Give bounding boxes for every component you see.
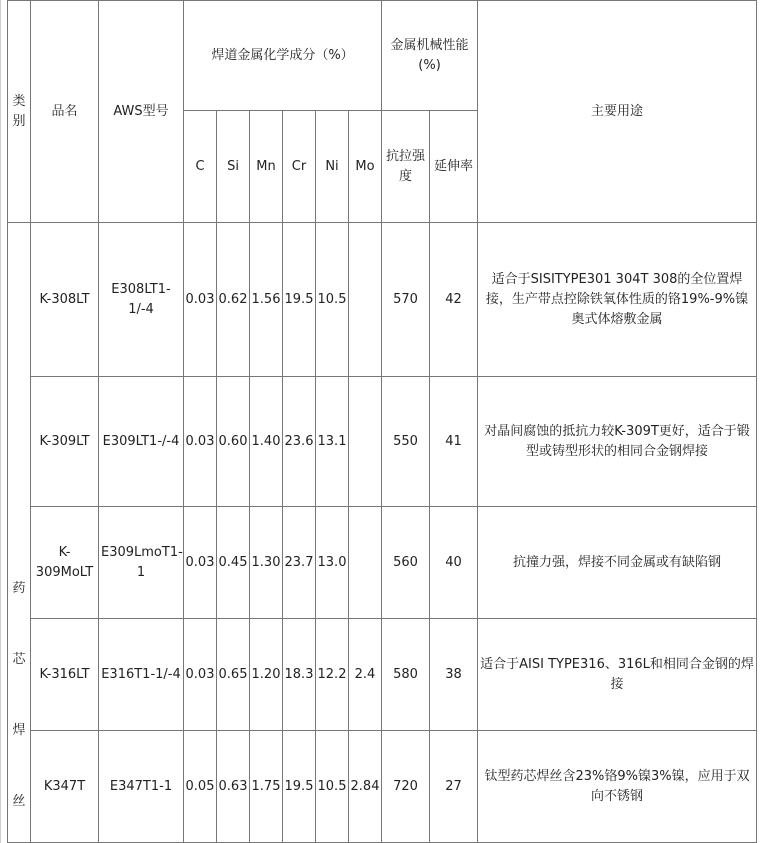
main-use-cell: 钛型药芯焊丝含23%铬9%镍3%镍，应用于双向不锈钢 [478, 731, 757, 843]
ni-cell: 12.2 [316, 619, 349, 731]
mn-cell: 1.40 [250, 377, 283, 507]
main-use-cell: 适合于AISI TYPE316、316L和相同合金钢的焊接 [478, 619, 757, 731]
col-cr-header: Cr [283, 111, 316, 223]
product-name-cell: K-308LT [31, 223, 99, 377]
elongation-cell: 38 [430, 619, 478, 731]
cr-cell: 23.7 [283, 507, 316, 619]
cr-cell: 19.5 [283, 731, 316, 843]
elongation-cell: 40 [430, 507, 478, 619]
chem-composition-header: 焊道金属化学成分（%） [184, 1, 382, 111]
mo-cell [349, 223, 382, 377]
mechanical-properties-text: 金属机械性能(%) [390, 37, 469, 73]
c-cell: 0.03 [184, 223, 217, 377]
c-cell: 0.03 [184, 507, 217, 619]
category-label: 药芯焊丝 [12, 581, 26, 809]
ni-cell: 10.5 [316, 731, 349, 843]
table-row [8, 731, 757, 843]
mechanical-properties-header [382, 1, 478, 111]
elongation-cell: 42 [430, 223, 478, 377]
category-header-text: 类别 [12, 93, 26, 129]
main-use-cell: 对晶间腐蚀的抵抗力较K-309T更好，适合于锻型或铸型形状的相同合金钢焊接 [478, 377, 757, 507]
main-use-cell: 抗撞力强，焊接不同金属或有缺陷钢 [478, 507, 757, 619]
table-row [8, 507, 757, 619]
category-cell [8, 223, 31, 843]
table-row [8, 619, 757, 731]
aws-model-cell: E309LT1-/-4 [99, 377, 184, 507]
elongation-cell: 41 [430, 377, 478, 507]
c-cell: 0.03 [184, 377, 217, 507]
tensile-cell: 570 [382, 223, 430, 377]
cr-cell: 23.6 [283, 377, 316, 507]
si-cell: 0.45 [217, 507, 250, 619]
c-cell: 0.03 [184, 619, 217, 731]
elongation-header: 延伸率 [430, 111, 478, 223]
product-name-cell: K-316LT [31, 619, 99, 731]
tensile-cell: 580 [382, 619, 430, 731]
si-cell: 0.65 [217, 619, 250, 731]
cr-cell: 19.5 [283, 223, 316, 377]
col-c-header: C [184, 111, 217, 223]
mn-cell: 1.56 [250, 223, 283, 377]
mo-cell [349, 507, 382, 619]
product-name-cell: K-309LT [31, 377, 99, 507]
main-use-header: 主要用途 [478, 1, 757, 223]
product-name-header: 品名 [31, 1, 99, 223]
aws-model-cell: E308LT1-1/-4 [99, 223, 184, 377]
category-header [8, 1, 31, 223]
table-row [8, 377, 757, 507]
mo-cell [349, 377, 382, 507]
col-si-header: Si [217, 111, 250, 223]
table-row [8, 223, 757, 377]
elongation-cell: 27 [430, 731, 478, 843]
main-use-cell: 适合于SISITYPE301 304T 308的全位置焊接，生产带点控除铁氧体性质的铬19%-9%镍奥式体熔敷金属 [478, 223, 757, 377]
header-row-top [8, 1, 757, 111]
tensile-strength-text: 抗拉强度 [386, 148, 426, 184]
product-name-cell: K347T [31, 731, 99, 843]
tensile-cell: 550 [382, 377, 430, 507]
si-cell: 0.62 [217, 223, 250, 377]
c-cell: 0.05 [184, 731, 217, 843]
mn-cell: 1.75 [250, 731, 283, 843]
si-cell: 0.63 [217, 731, 250, 843]
mo-cell: 2.4 [349, 619, 382, 731]
ni-cell: 13.0 [316, 507, 349, 619]
aws-model-cell: E347T1-1 [99, 731, 184, 843]
tensile-cell: 720 [382, 731, 430, 843]
mn-cell: 1.20 [250, 619, 283, 731]
cr-cell: 18.3 [283, 619, 316, 731]
tensile-cell: 560 [382, 507, 430, 619]
mo-cell: 2.84 [349, 731, 382, 843]
welding-wire-spec-table [7, 0, 757, 843]
ni-cell: 10.5 [316, 223, 349, 377]
ni-cell: 13.1 [316, 377, 349, 507]
mn-cell: 1.30 [250, 507, 283, 619]
aws-model-header: AWS型号 [99, 1, 184, 223]
col-mo-header: Mo [349, 111, 382, 223]
tensile-strength-header [382, 111, 430, 223]
product-name-cell: K-309MoLT [31, 507, 99, 619]
page-left-border [0, 0, 1, 843]
aws-model-cell: E316T1-1/-4 [99, 619, 184, 731]
col-mn-header: Mn [250, 111, 283, 223]
aws-model-cell: E309LmoT1-1 [99, 507, 184, 619]
col-ni-header: Ni [316, 111, 349, 223]
si-cell: 0.60 [217, 377, 250, 507]
